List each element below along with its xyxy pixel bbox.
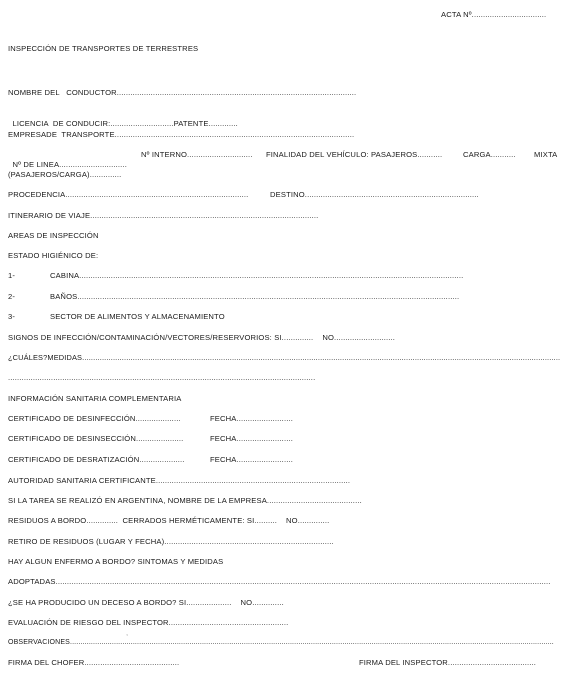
field-conductor: NOMBRE DEL CONDUCTOR.......................................................................................................... [8, 88, 357, 97]
firma-inspector: FIRMA DEL INSPECTOR....................................... [359, 658, 537, 667]
evaluacion-line: EVALUACIÓN DE RIESGO DEL INSPECTOR..................................................... [8, 618, 289, 627]
mixta-label: MIXTA [534, 150, 558, 159]
cert-desratizacion: CERTIFICADO DE DESRATIZACIÓN.................... [8, 455, 185, 464]
enfermo-line: HAY ALGUN ENFERMO A BORDO? SINTOMAS Y MEDIDAS [8, 557, 224, 566]
licencia-label: LICENCIA DE CONDUCIR:............................ [12, 119, 174, 128]
form-title: INSPECCIÓN DE TRANSPORTES DE TERRESTRES [8, 44, 199, 53]
signos-line: SIGNOS DE INFECCIÓN/CONTAMINACIÓN/VECTORES/RESERVORIOS: SI.............. NO........................... [8, 333, 396, 342]
finalidad-label: FINALIDAD DEL VEHÍCULO: PASAJEROS........... [266, 150, 443, 159]
cert-desinfeccion: CERTIFICADO DE DESINFECCIÓN.................... [8, 414, 181, 423]
adoptadas-line: ADOPTADAS........................................................................................................................................................................................................................... [8, 577, 551, 586]
observaciones-line: OBSERVACIONES....................................................................................................................................................................................................................................... [8, 639, 554, 646]
item3-sector: SECTOR DE ALIMENTOS Y ALMACENAMIENTO [50, 312, 225, 321]
cuales-continuation: ........................................................................................................................................ [8, 373, 316, 382]
item1-number: 1- [8, 271, 16, 280]
item3-number: 3- [8, 312, 16, 321]
tarea-line: SI LA TAREA SE REALIZÓ EN ARGENTINA, NOMBRE DE LA EMPRESA.......................................... [8, 496, 362, 505]
destino-label: DESTINO............................................................................. [270, 190, 479, 199]
linea-label: Nº DE LINEA.............................. [12, 160, 127, 169]
cert-desinfeccion-fecha: FECHA......................... [210, 414, 293, 423]
estado-heading: ESTADO HIGIÉNICO DE: [8, 251, 99, 260]
carga-label: CARGA........... [463, 150, 516, 159]
field-empresa: EMPRESADE TRANSPORTE.......................................................................................................... [8, 130, 355, 139]
item2-banos: BAÑOS......................................................................................................................................................................... [50, 292, 460, 301]
firma-chofer: FIRMA DEL CHOFER.......................................... [8, 658, 180, 667]
autoridad-line: AUTORIDAD SANITARIA CERTIFICANTE...................................................................................... [8, 476, 351, 485]
pasajeros-carga: (PASAJEROS/CARGA).............. [8, 170, 122, 179]
patente-label: PATENTE............. [173, 119, 238, 128]
interno-label: Nº INTERNO............................. [141, 150, 253, 159]
row-linea [8, 150, 127, 170]
item2-number: 2- [8, 292, 16, 301]
cuales-line: ¿CUÁLES?MEDIDAS......................................................................................................................................................................................................................... [8, 353, 561, 362]
deceso-line: ¿SE HA PRODUCIDO UN DECESO A BORDO? SI.................... NO.............. [8, 598, 284, 607]
cert-desinseccion-fecha: FECHA......................... [210, 434, 293, 443]
retiro-line: RETIRO DE RESIDUOS (LUGAR Y FECHA)........................................................................... [8, 537, 334, 546]
info-sanitaria-heading: INFORMACIÓN SANITARIA COMPLEMENTARIA [8, 394, 182, 403]
residuos-line: RESIDUOS A BORDO.............. CERRADOS HERMÉTICAMENTE: SI.......... NO.............. [8, 516, 330, 525]
itinerario-label: ITINERARIO DE VIAJE..................................................................................................... [8, 211, 319, 220]
item1-cabina: CABINA.......................................................................................................................................................................... [50, 271, 464, 280]
acta-number: ACTA Nº................................. [441, 10, 547, 19]
field-licencia [8, 109, 238, 129]
cert-desinseccion: CERTIFICADO DE DESINSECCIÓN..................... [8, 434, 184, 443]
procedencia-label: PROCEDENCIA................................................................................. [8, 190, 249, 199]
comma-mark: , [126, 628, 129, 637]
cert-desratizacion-fecha: FECHA......................... [210, 455, 293, 464]
areas-heading: AREAS DE INSPECCIÓN [8, 231, 99, 240]
